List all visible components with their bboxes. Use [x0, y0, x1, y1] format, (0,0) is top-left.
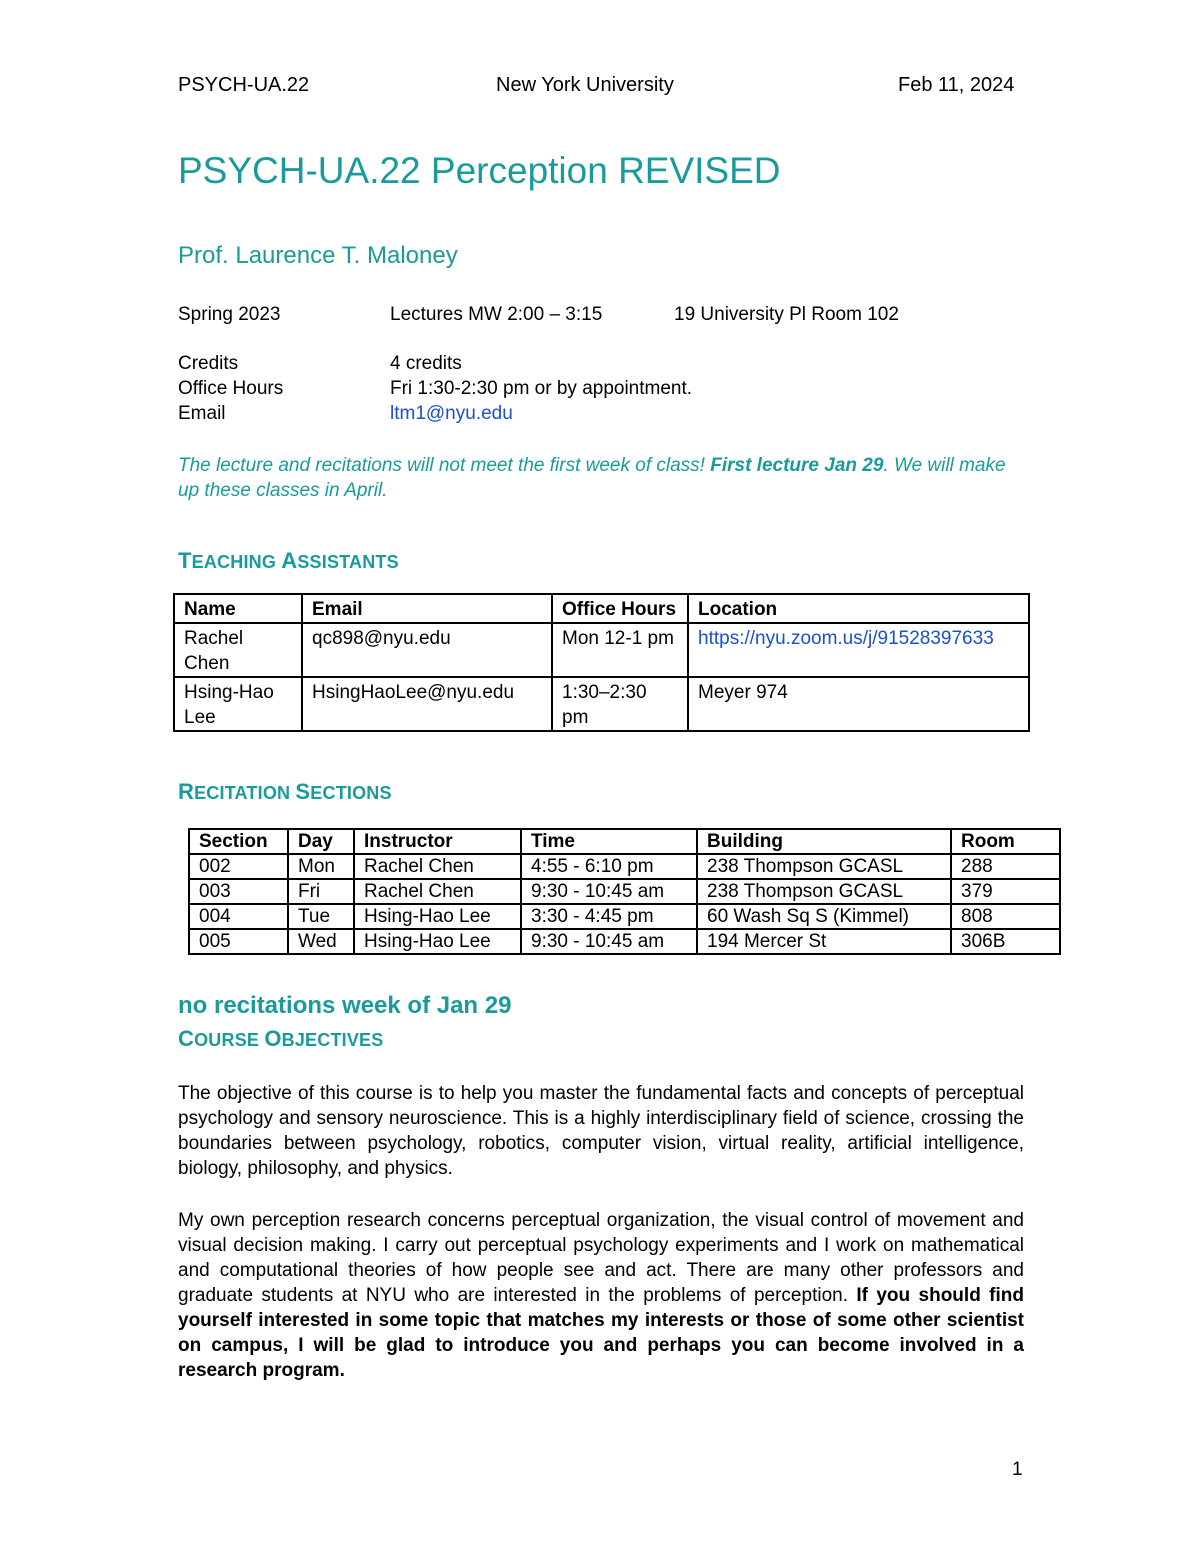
- table-header-row: [174, 594, 1029, 623]
- header-date: Feb 11, 2024: [898, 74, 1015, 96]
- email-label: Email: [178, 403, 226, 424]
- page-number: 1: [1012, 1459, 1023, 1480]
- day-cell: Wed: [288, 929, 354, 954]
- table-row: [189, 879, 1060, 904]
- ta-location: Meyer 974: [688, 677, 1029, 731]
- column-header-instructor: Instructor: [354, 829, 521, 854]
- research-text: My own perception research concerns perceptual organization, the visual control of movement and visual decision making. I carry out perceptual psychology experiments and I work on mathematical and computational theories of how people see and act. There are many other professors and graduate students at NYU who are interested in the problems of perception.: [178, 1210, 1024, 1306]
- building-cell: 238 Thompson GCASL: [697, 879, 951, 904]
- recitation-sections-heading: RECITATION SECTIONS: [178, 779, 392, 804]
- ta-location: [688, 623, 1029, 677]
- office-hours-value: Fri 1:30-2:30 pm or by appointment.: [390, 378, 693, 399]
- column-header-time: Time: [521, 829, 697, 854]
- teaching-assistants-heading: TEACHING ASSISTANTS: [178, 548, 399, 573]
- column-header-email: Email: [302, 594, 552, 623]
- table-row: [174, 623, 1029, 677]
- building-cell: 60 Wash Sq S (Kimmel): [697, 904, 951, 929]
- research-invitation: If you should find yourself interested in some topic that matches my interests or those of some other scientist on campus, I will be glad to introduce you and perhaps you can become involved in a research program.: [178, 1285, 1025, 1381]
- day-cell: Tue: [288, 904, 354, 929]
- ta-name: Rachel Chen: [174, 623, 302, 677]
- column-header-section: Section: [189, 829, 288, 854]
- room-cell: 288: [951, 854, 1060, 879]
- section-cell: 002: [189, 854, 288, 879]
- table-row: [189, 929, 1060, 954]
- day-cell: Fri: [288, 879, 354, 904]
- day-cell: Mon: [288, 854, 354, 879]
- column-header-room: Room: [951, 829, 1060, 854]
- professor-name: Prof. Laurence T. Maloney: [178, 242, 458, 269]
- page-title: PSYCH-UA.22 Perception REVISED: [178, 150, 781, 191]
- notice-first-lecture: First lecture Jan 29: [710, 455, 884, 476]
- building-cell: 194 Mercer St: [697, 929, 951, 954]
- room-cell: 379: [951, 879, 1060, 904]
- table-row: [189, 854, 1060, 879]
- room-cell: 808: [951, 904, 1060, 929]
- section-cell: 003: [189, 879, 288, 904]
- table-row: [174, 677, 1029, 731]
- instructor-cell: Rachel Chen: [354, 879, 521, 904]
- instructor-cell: Hsing-Hao Lee: [354, 904, 521, 929]
- office-hours-label: Office Hours: [178, 378, 284, 399]
- column-header-building: Building: [697, 829, 951, 854]
- column-header-day: Day: [288, 829, 354, 854]
- instructor-cell: Hsing-Hao Lee: [354, 929, 521, 954]
- header-course-code: PSYCH-UA.22: [178, 74, 310, 96]
- ta-email: HsingHaoLee@nyu.edu: [302, 677, 552, 731]
- recitation-sections-table: [188, 828, 1061, 955]
- header-university: New York University: [496, 74, 674, 96]
- building-cell: 238 Thompson GCASL: [697, 854, 951, 879]
- ta-office-hours: Mon 12-1 pm: [552, 623, 688, 677]
- term: Spring 2023: [178, 304, 281, 325]
- time-cell: 3:30 - 4:45 pm: [521, 904, 697, 929]
- lecture-times: Lectures MW 2:00 – 3:15: [390, 304, 603, 325]
- section-cell: 004: [189, 904, 288, 929]
- table-row: [189, 904, 1060, 929]
- no-recitations-notice: no recitations week of Jan 29: [178, 992, 512, 1019]
- column-header-name: Name: [174, 594, 302, 623]
- credits-label: Credits: [178, 353, 239, 374]
- notice-part1: The lecture and recitations will not meet the first week of class!: [178, 455, 711, 476]
- lecture-location: 19 University Pl Room 102: [674, 304, 899, 325]
- instructor-cell: Rachel Chen: [354, 854, 521, 879]
- research-paragraph: [178, 1208, 1024, 1383]
- course-objectives-heading: COURSE OBJECTIVES: [178, 1026, 384, 1051]
- ta-email: qc898@nyu.edu: [302, 623, 552, 677]
- time-cell: 9:30 - 10:45 am: [521, 929, 697, 954]
- ta-name: Hsing-Hao Lee: [174, 677, 302, 731]
- notice-part2: . We will make up these classes in April.: [178, 455, 1006, 501]
- professor-email-link[interactable]: ltm1@nyu.edu: [390, 403, 513, 424]
- column-header-location: Location: [688, 594, 1029, 623]
- zoom-link[interactable]: https://nyu.zoom.us/j/91528397633: [698, 628, 994, 649]
- room-cell: 306B: [951, 929, 1060, 954]
- teaching-assistants-table: [173, 593, 1030, 732]
- credits-value: 4 credits: [390, 353, 462, 374]
- column-header-office-hours: Office Hours: [552, 594, 688, 623]
- time-cell: 4:55 - 6:10 pm: [521, 854, 697, 879]
- table-header-row: [189, 829, 1060, 854]
- objectives-paragraph: The objective of this course is to help you master the fundamental facts and concepts of perceptual psychology and sensory neuroscience. This is a highly interdisciplinary field of science, crossing the boundaries between psychology, robotics, computer vision, virtual reality, artificial intelligence, biology, philosophy, and physics.: [178, 1083, 1024, 1179]
- section-cell: 005: [189, 929, 288, 954]
- time-cell: 9:30 - 10:45 am: [521, 879, 697, 904]
- ta-office-hours: 1:30–2:30 pm: [552, 677, 688, 731]
- notice-text: [178, 453, 1028, 503]
